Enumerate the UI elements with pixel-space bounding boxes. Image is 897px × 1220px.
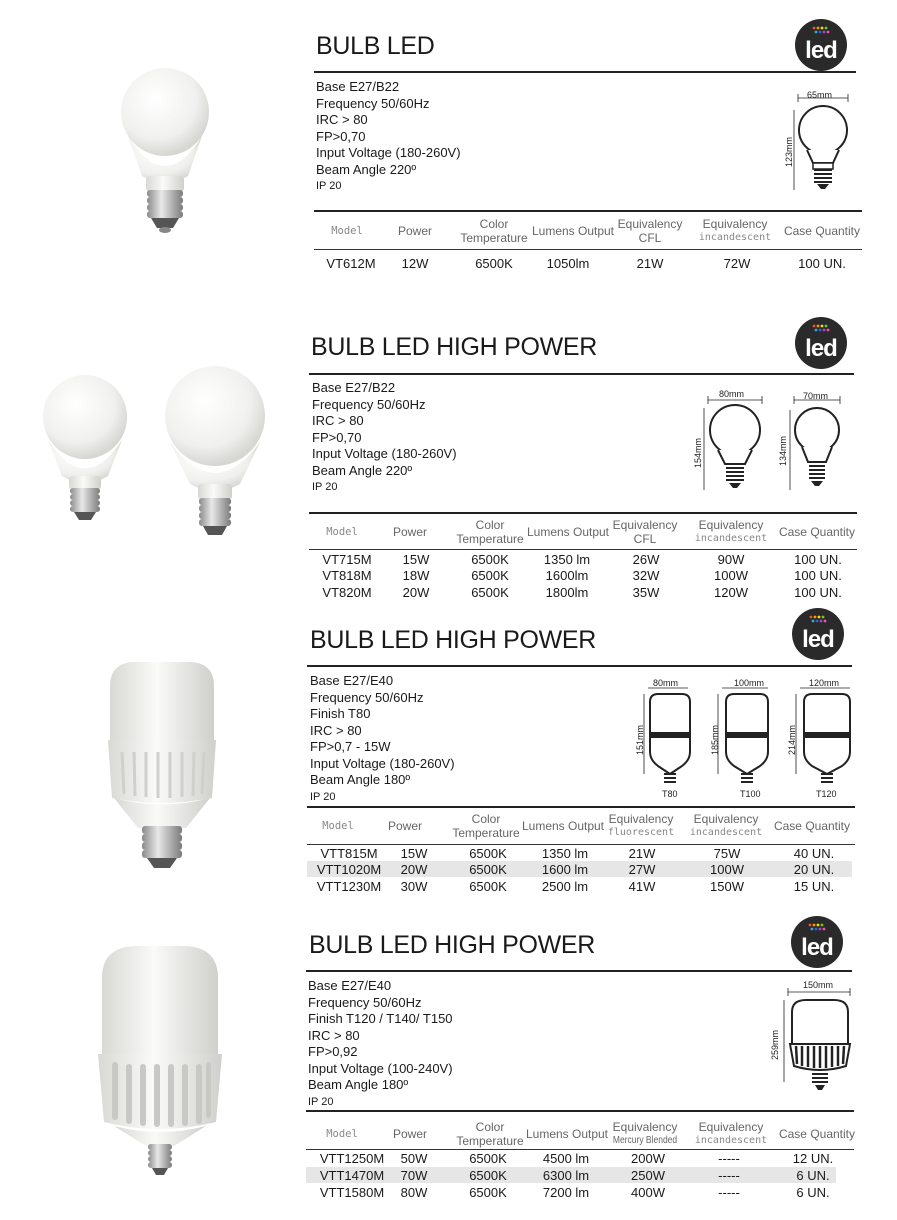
cell-inc: ----- (718, 1168, 740, 1183)
hdr-model: Model (322, 820, 354, 832)
logo-text: led (801, 934, 833, 961)
spec-beam: Beam Angle 220º (312, 462, 413, 478)
cell-color: 6500K (471, 552, 509, 567)
hdr-equiv-fluor (600, 812, 682, 840)
cell-power: 18W (402, 568, 430, 583)
logo-text: led (805, 37, 837, 64)
spec-irc: IRC > 80 (308, 1027, 360, 1043)
cell-lumens: 1800lm (545, 585, 589, 600)
dimension-drawing (630, 680, 858, 790)
title-rule (306, 970, 852, 972)
cell-lumens: 1600 lm (541, 862, 589, 877)
spec-voltage: Input Voltage (180-260V) (310, 755, 455, 771)
section-2-specs (312, 380, 457, 496)
hdr-equiv: Equivalency (612, 1120, 678, 1134)
section-3-specs (310, 673, 455, 805)
cell-case: 100 UN. (798, 256, 846, 271)
cell-case: 6 UN. (796, 1168, 830, 1183)
hdr-equiv-inc (694, 217, 776, 245)
hdr-equiv-inc (685, 812, 767, 840)
cell-inc: 75W (713, 846, 741, 861)
cell-color: 6500K (475, 256, 513, 271)
cell-cfl: 35W (632, 585, 660, 600)
cell-fluor: 21W (628, 846, 656, 861)
hdr-case: Case Quantity (773, 819, 851, 833)
spec-base: Base E27/B22 (312, 380, 396, 395)
cell-inc: ----- (718, 1185, 740, 1200)
hdr-equiv: Equivalency (612, 518, 678, 532)
cell-case: 12 UN. (792, 1151, 834, 1166)
cell-color: 6500K (469, 879, 507, 894)
cell-mercury: 250W (631, 1168, 665, 1183)
table-top-rule (306, 1110, 854, 1112)
spec-voltage: Input Voltage (180-260V) (312, 446, 457, 461)
spec-frequency: Frequency 50/60Hz (316, 95, 430, 111)
hdr-equiv: Equivalency (698, 518, 764, 532)
cell-inc: 72W (723, 256, 751, 271)
bulb-photo-a70 (40, 372, 130, 537)
hdr-incandescent: incandescent (698, 232, 772, 243)
hdr-color-2: Temperature (460, 231, 528, 245)
cell-case: 100 UN. (794, 568, 842, 583)
section-2-title: BULB LED HIGH POWER (311, 333, 598, 361)
dim-height: 259mm (770, 1029, 780, 1060)
spec-frequency: Frequency 50/60Hz (312, 396, 426, 412)
cell-inc: 90W (717, 552, 745, 567)
bulb-photo-t80 (102, 656, 222, 879)
section-1-specs (316, 79, 461, 195)
cell-model: VTT1470M (319, 1168, 385, 1183)
hdr-case: Case Quantity (778, 1127, 856, 1141)
hdr-model: Model (326, 526, 358, 538)
section-4-title: BULB LED HIGH POWER (309, 931, 596, 959)
hdr-equiv: Equivalency (702, 217, 768, 231)
bulb-photo-a80 (162, 364, 268, 545)
cell-model: VTT1230M (316, 879, 382, 894)
hdr-case: Case Quantity (783, 224, 861, 238)
cell-lumens: 1350 lm (541, 846, 589, 861)
led-logo (791, 916, 843, 968)
cell-color: 6500K (471, 585, 509, 600)
cell-model: VTT815M (320, 846, 378, 861)
cell-case: 40 UN. (793, 846, 835, 861)
dim-width: 65mm (807, 90, 833, 100)
cell-lumens: 2500 lm (541, 879, 589, 894)
hdr-equiv: Equivalency (608, 812, 674, 826)
dim-height: 154mm (693, 437, 703, 468)
spec-beam: Beam Angle 180º (308, 1077, 409, 1092)
cell-model: VT818M (322, 568, 372, 583)
hdr-case: Case Quantity (778, 525, 856, 539)
spec-frequency: Frequency 50/60Hz (308, 994, 422, 1010)
table-header-rule (314, 249, 862, 250)
cell-model: VTT1580M (319, 1185, 385, 1200)
hdr-equiv-cfl (612, 217, 688, 245)
dim-width: 80mm (653, 678, 679, 688)
cell-color: 6500K (469, 1185, 507, 1200)
spec-beam: Beam Angle 220º (316, 161, 417, 177)
hdr-color-2: Temperature (456, 1134, 524, 1148)
bulb-photo-a60 (118, 66, 212, 241)
cell-color: 6500K (469, 1168, 507, 1183)
cell-power: 20W (400, 862, 428, 877)
bulb-label: T100 (740, 789, 761, 799)
dim-height: 214mm (787, 724, 797, 755)
hdr-color (454, 1120, 526, 1148)
cell-lumens: 4500 lm (542, 1151, 590, 1166)
hdr-lumens: Lumens Output (525, 1127, 609, 1141)
cell-cfl: 26W (632, 552, 660, 567)
spec-ip: IP 20 (310, 790, 336, 803)
spec-voltage: Input Voltage (100-240V) (308, 1060, 453, 1076)
hdr-lumens: Lumens Output (521, 819, 605, 833)
cell-mercury: 400W (631, 1185, 665, 1200)
cell-power: 15W (400, 846, 428, 861)
cell-model: VT612M (326, 256, 376, 271)
hdr-color (458, 217, 530, 245)
dim-width: 80mm (719, 389, 745, 399)
hdr-power: Power (392, 1127, 427, 1141)
dim-height: 151mm (635, 724, 645, 755)
section-3-title: BULB LED HIGH POWER (310, 626, 597, 654)
dimension-drawing (690, 390, 850, 495)
spec-fp: FP>0,70 (312, 429, 362, 445)
spec-frequency: Frequency 50/60Hz (310, 689, 424, 705)
hdr-color-1: Color (471, 812, 501, 826)
hdr-color-2: Temperature (452, 826, 520, 840)
cell-fluor: 27W (628, 862, 656, 877)
dim-width: 150mm (803, 980, 834, 990)
spec-fp: FP>0,92 (308, 1044, 358, 1059)
table-top-rule (314, 210, 862, 212)
spec-base: Base E27/E40 (308, 978, 392, 993)
cell-inc: 150W (710, 879, 744, 894)
cell-lumens: 1350 lm (543, 552, 591, 567)
spec-base: Base E27/B22 (316, 79, 400, 94)
section-1-title: BULB LED (316, 32, 435, 60)
spec-fp: FP>0,70 (316, 128, 366, 144)
hdr-equiv-inc (690, 518, 772, 546)
spec-voltage: Input Voltage (180-260V) (316, 145, 461, 160)
hdr-lumens: Lumens Output (526, 525, 610, 539)
hdr-lumens: Lumens Output (531, 224, 615, 238)
hdr-mercury: Mercury Blended (612, 1135, 678, 1146)
hdr-equiv: Equivalency (693, 812, 759, 826)
dim-height: 185mm (710, 724, 720, 755)
dim-width: 120mm (809, 678, 840, 688)
cell-power: 50W (400, 1151, 428, 1166)
cell-lumens: 1050lm (546, 256, 590, 271)
cell-case: 6 UN. (796, 1185, 830, 1200)
hdr-model: Model (326, 1128, 358, 1140)
bulb-label: T120 (816, 789, 837, 799)
cell-cfl: 21W (636, 256, 664, 271)
table-top-rule (307, 806, 855, 808)
cell-lumens: 6300 lm (542, 1168, 590, 1183)
hdr-power: Power (392, 525, 427, 539)
hdr-equiv-mercury (604, 1120, 686, 1148)
cell-fluor: 41W (628, 879, 656, 894)
cell-model: VTT1250M (319, 1151, 385, 1166)
cell-power: 80W (400, 1185, 428, 1200)
led-logo (792, 608, 844, 660)
hdr-color-1: Color (475, 1120, 505, 1134)
cell-mercury: 200W (631, 1151, 665, 1166)
cell-lumens: 7200 lm (542, 1185, 590, 1200)
cell-inc: ----- (718, 1151, 740, 1166)
spec-ip: IP 20 (312, 481, 338, 493)
led-logo (795, 19, 847, 71)
dim-width: 100mm (734, 678, 765, 688)
bulb-label: T80 (662, 789, 678, 799)
spec-base: Base E27/E40 (310, 673, 394, 688)
spec-irc: IRC > 80 (316, 112, 368, 127)
dimension-drawing (770, 982, 856, 1094)
hdr-incandescent: incandescent (694, 533, 768, 544)
cell-color: 6500K (469, 1151, 507, 1166)
hdr-power: Power (397, 224, 432, 238)
cell-model: VT820M (322, 585, 372, 600)
led-logo (795, 317, 847, 369)
cell-model: VTT1020M (316, 862, 382, 877)
cell-cfl: 32W (632, 568, 660, 583)
spec-ip: IP 20 (308, 1095, 334, 1108)
dim-height: 123mm (784, 136, 794, 167)
hdr-incandescent: incandescent (694, 1135, 768, 1146)
cell-power: 20W (402, 585, 430, 600)
cell-inc: 100W (710, 862, 744, 877)
hdr-equiv-cfl (607, 518, 683, 546)
hdr-color (450, 812, 522, 840)
title-rule (309, 373, 854, 375)
hdr-equiv: Equivalency (617, 217, 683, 231)
cell-case: 20 UN. (793, 862, 835, 877)
dim-width: 70mm (803, 391, 829, 401)
cell-color: 6500K (469, 862, 507, 877)
cell-lumens: 1600lm (545, 568, 589, 583)
cell-case: 100 UN. (794, 585, 842, 600)
cell-power: 30W (400, 879, 428, 894)
spec-fp: FP>0,7 - 15W (310, 739, 391, 754)
dim-height: 134mm (778, 435, 788, 466)
cell-color: 6500K (471, 568, 509, 583)
hdr-cfl: CFL (633, 532, 657, 546)
cell-inc: 120W (714, 585, 748, 600)
cell-case: 15 UN. (793, 879, 835, 894)
hdr-equiv-inc (690, 1120, 772, 1148)
spec-finish: Finish T80 (310, 706, 371, 721)
hdr-equiv: Equivalency (698, 1120, 764, 1134)
table-header-rule (307, 844, 855, 845)
cell-model: VT715M (322, 552, 372, 567)
section-4-specs (308, 978, 453, 1110)
title-rule (314, 71, 856, 73)
logo-text: led (802, 626, 834, 653)
hdr-cfl: CFL (638, 231, 662, 245)
cell-case: 100 UN. (794, 552, 842, 567)
cell-power: 12W (401, 256, 429, 271)
spec-beam: Beam Angle 180º (310, 772, 411, 787)
cell-color: 6500K (469, 846, 507, 861)
cell-inc: 100W (714, 568, 748, 583)
table-header-rule (309, 549, 857, 550)
cell-power: 15W (402, 552, 430, 567)
hdr-incandescent: incandescent (689, 827, 763, 838)
bulb-photo-t120 (94, 942, 226, 1183)
hdr-color-2: Temperature (456, 532, 524, 546)
table-header-rule (306, 1149, 854, 1150)
spec-irc: IRC > 80 (312, 413, 364, 428)
hdr-color-1: Color (479, 217, 509, 231)
hdr-power: Power (387, 819, 422, 833)
spec-ip: IP 20 (316, 180, 342, 192)
cell-power: 70W (400, 1168, 428, 1183)
hdr-fluorescent: fluorescent (607, 827, 675, 838)
hdr-color-1: Color (475, 518, 505, 532)
hdr-color (454, 518, 526, 546)
title-rule (307, 665, 852, 667)
spec-irc: IRC > 80 (310, 722, 362, 738)
logo-text: led (805, 335, 837, 362)
hdr-model: Model (331, 225, 363, 237)
table-top-rule (309, 512, 857, 514)
spec-finish: Finish T120 / T140/ T150 (308, 1011, 453, 1026)
